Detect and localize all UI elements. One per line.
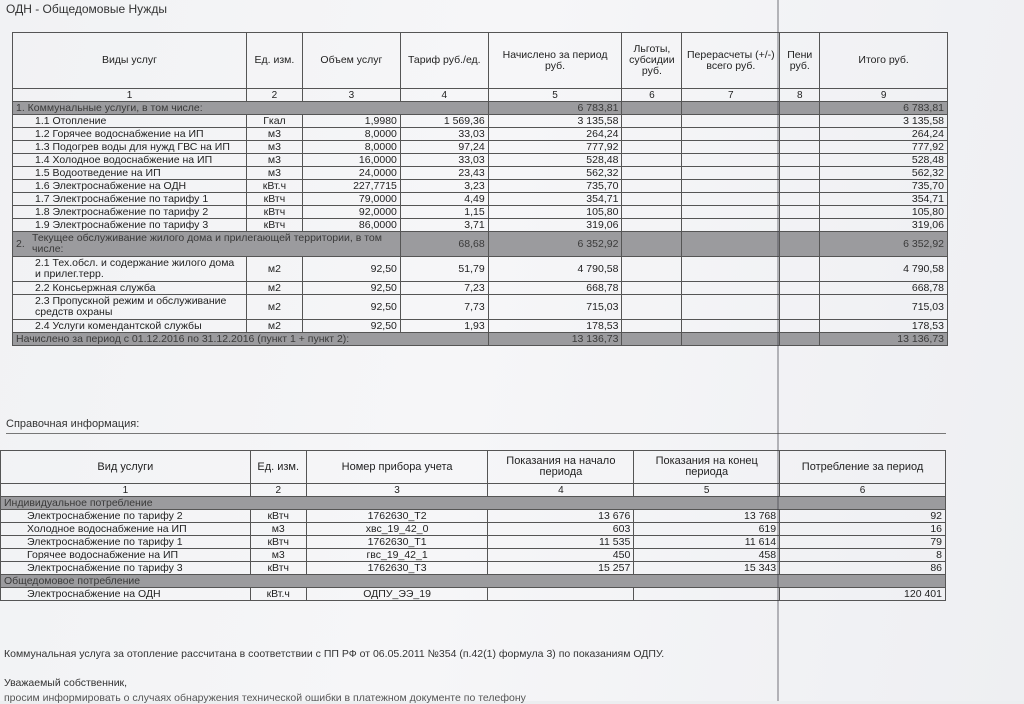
heating-note: Коммунальная услуга за отопление рассчитана в соответствии с ПП РФ от 06.05.2011 №354 (п.42(1) формула 3) по показаниям ОДПУ. (4, 648, 665, 660)
column-numbers-row (13, 89, 948, 102)
col-number: 1 (1, 484, 251, 497)
charges-header-row (13, 33, 948, 89)
service-unit: м2 (246, 295, 302, 320)
meter-number: 1762630_T3 (306, 562, 488, 575)
penalty-cell (780, 257, 820, 282)
group-total: 6 352,92 (820, 232, 948, 257)
col-number: 9 (820, 89, 948, 102)
meter-start: 15 257 (488, 562, 634, 575)
service-name: 1.9 Электроснабжение по тарифу 3 (13, 219, 247, 232)
service-volume: 79,0000 (302, 193, 400, 206)
cut-off-text: просим информировать о случаях обнаружения технической ошибки в платежном документе по телефону (4, 692, 526, 704)
meter-end: 11 614 (634, 536, 780, 549)
recalc-cell (682, 193, 780, 206)
group-label: Текущее обслуживание жилого дома и прилегающей территории, в том числе: (32, 232, 382, 255)
benefits-cell (622, 115, 682, 128)
meter-number: хвс_19_42_0 (306, 523, 488, 536)
service-total: 354,71 (820, 193, 948, 206)
service-volume: 24,0000 (302, 167, 400, 180)
service-row (13, 219, 948, 232)
benefits-cell (622, 257, 682, 282)
recalc-cell (682, 219, 780, 232)
service-tariff: 7,23 (400, 282, 488, 295)
greeting: Уважаемый собственник, (4, 677, 128, 689)
service-row (13, 320, 948, 333)
service-name: 1.8 Электроснабжение по тарифу 2 (13, 206, 247, 219)
service-total: 3 135,58 (820, 115, 948, 128)
service-tariff: 1,93 (400, 320, 488, 333)
service-total: 528,48 (820, 154, 948, 167)
col-number: 3 (306, 484, 488, 497)
penalty-cell (780, 154, 820, 167)
service-name: 1.2 Горячее водоснабжение на ИП (13, 128, 247, 141)
meter-consumption: 79 (780, 536, 946, 549)
service-accrued: 319,06 (488, 219, 622, 232)
service-tariff: 4,49 (400, 193, 488, 206)
service-row (13, 295, 948, 320)
benefits-cell (622, 167, 682, 180)
benefits-cell (622, 320, 682, 333)
service-total: 264,24 (820, 128, 948, 141)
meter-end: 13 768 (634, 510, 780, 523)
recalc-cell (682, 128, 780, 141)
service-row (13, 115, 948, 128)
service-name: 1.1 Отопление (13, 115, 247, 128)
document-title: ОДН - Общедомовые Нужды (6, 2, 167, 16)
col-number: 5 (488, 89, 622, 102)
col-header: Показания на начало периода (488, 451, 634, 484)
summary-total: 13 136,73 (820, 333, 948, 346)
meter-consumption: 120 401 (780, 588, 946, 601)
meter-unit: м3 (250, 549, 306, 562)
col-number: 5 (634, 484, 780, 497)
col-number: 1 (13, 89, 247, 102)
meter-start: 603 (488, 523, 634, 536)
divider (6, 433, 946, 434)
group-label-cell (13, 232, 401, 257)
service-accrued: 3 135,58 (488, 115, 622, 128)
meter-start: 450 (488, 549, 634, 562)
group-total: 6 783,81 (820, 102, 948, 115)
col-header: Виды услуг (13, 33, 247, 89)
meter-end: 619 (634, 523, 780, 536)
meter-header-row (1, 451, 946, 484)
meter-consumption: 8 (780, 549, 946, 562)
meter-end: 15 343 (634, 562, 780, 575)
individual-section-row (1, 497, 946, 510)
service-row (13, 257, 948, 282)
service-total: 105,80 (820, 206, 948, 219)
group-number: 2. (16, 237, 25, 250)
service-volume: 92,0000 (302, 206, 400, 219)
col-header: Перерасчеты (+/-) всего руб. (682, 33, 780, 89)
service-volume: 8,0000 (302, 141, 400, 154)
col-header: Ед. изм. (246, 33, 302, 89)
service-tariff: 3,71 (400, 219, 488, 232)
col-header: Начислено за период руб. (488, 33, 622, 89)
section-label: Индивидуальное потребление (1, 497, 946, 510)
penalty-cell (780, 219, 820, 232)
meter-service-name: Электроснабжение по тарифу 3 (1, 562, 251, 575)
service-unit: м3 (246, 141, 302, 154)
recalc-cell (682, 167, 780, 180)
meter-service-name: Горячее водоснабжение на ИП (1, 549, 251, 562)
penalty-cell (780, 115, 820, 128)
service-accrued: 562,32 (488, 167, 622, 180)
meter-row (1, 523, 946, 536)
meter-row (1, 510, 946, 523)
service-unit: кВтч (246, 206, 302, 219)
meter-row (1, 536, 946, 549)
meter-row (1, 562, 946, 575)
col-number: 4 (488, 484, 634, 497)
penalty-cell (780, 128, 820, 141)
service-accrued: 178,53 (488, 320, 622, 333)
service-unit: м3 (246, 128, 302, 141)
service-name: 1.6 Электроснабжение на ОДН (13, 180, 247, 193)
service-tariff: 33,03 (400, 154, 488, 167)
service-volume: 1,9980 (302, 115, 400, 128)
benefits-cell (622, 193, 682, 206)
benefits-cell (622, 180, 682, 193)
service-total: 668,78 (820, 282, 948, 295)
col-header: Ед. изм. (250, 451, 306, 484)
service-accrued: 668,78 (488, 282, 622, 295)
service-accrued: 715,03 (488, 295, 622, 320)
meter-service-name: Холодное водоснабжение на ИП (1, 523, 251, 536)
recalc-cell (682, 295, 780, 320)
recalc-cell (682, 180, 780, 193)
col-header: Льготы, субсидии руб. (622, 33, 682, 89)
meter-row (1, 549, 946, 562)
benefits-cell (622, 206, 682, 219)
service-unit: м2 (246, 320, 302, 333)
benefits-cell (622, 141, 682, 154)
meter-number: 1762630_T1 (306, 536, 488, 549)
meter-row (1, 588, 946, 601)
meter-number: 1762630_T2 (306, 510, 488, 523)
service-total: 777,92 (820, 141, 948, 154)
service-unit: м2 (246, 282, 302, 295)
recalc-cell (682, 115, 780, 128)
service-total: 178,53 (820, 320, 948, 333)
service-name: 2.3 Пропускной режим и обслуживание средств охраны (13, 295, 247, 320)
penalty-cell (780, 167, 820, 180)
col-header: Итого руб. (820, 33, 948, 89)
group-row-maintenance (13, 232, 948, 257)
col-number: 3 (302, 89, 400, 102)
meter-consumption: 92 (780, 510, 946, 523)
service-accrued: 4 790,58 (488, 257, 622, 282)
service-unit: кВтч (246, 193, 302, 206)
recalc-cell (682, 206, 780, 219)
service-name: 1.4 Холодное водоснабжение на ИП (13, 154, 247, 167)
meter-end: 458 (634, 549, 780, 562)
col-number: 8 (780, 89, 820, 102)
service-total: 735,70 (820, 180, 948, 193)
service-unit: Гкал (246, 115, 302, 128)
meter-consumption: 16 (780, 523, 946, 536)
summary-label: Начислено за период с 01.12.2016 по 31.12.2016 (пункт 1 + пункт 2): (13, 333, 489, 346)
service-unit: м2 (246, 257, 302, 282)
benefits-cell (622, 295, 682, 320)
penalty-cell (780, 232, 820, 257)
benefits-cell (622, 128, 682, 141)
recalc-cell (682, 320, 780, 333)
service-volume: 16,0000 (302, 154, 400, 167)
recalc-cell (682, 282, 780, 295)
meter-service-name: Электроснабжение на ОДН (1, 588, 251, 601)
penalty-cell (780, 206, 820, 219)
meter-service-name: Электроснабжение по тарифу 1 (1, 536, 251, 549)
recalc-cell (682, 257, 780, 282)
benefits-cell (622, 154, 682, 167)
meter-number: гвс_19_42_1 (306, 549, 488, 562)
service-unit: м3 (246, 154, 302, 167)
group-accrued: 6 783,81 (488, 102, 622, 115)
cell (682, 333, 780, 346)
meter-unit: кВтч (250, 536, 306, 549)
service-name: 1.3 Подогрев воды для нужд ГВС на ИП (13, 141, 247, 154)
recalc-cell (682, 154, 780, 167)
service-row (13, 180, 948, 193)
summary-accrued: 13 136,73 (488, 333, 622, 346)
service-row (13, 193, 948, 206)
meter-consumption: 86 (780, 562, 946, 575)
meter-start: 11 535 (488, 536, 634, 549)
group-label: 1. Коммунальные услуги, в том числе: (13, 102, 489, 115)
service-unit: кВтч (246, 219, 302, 232)
service-accrued: 735,70 (488, 180, 622, 193)
recalc-cell (682, 141, 780, 154)
service-tariff: 3,23 (400, 180, 488, 193)
service-volume: 92,50 (302, 282, 400, 295)
meter-start: 13 676 (488, 510, 634, 523)
meter-number: ОДПУ_ЭЭ_19 (306, 588, 488, 601)
col-header: Тариф руб./ед. (400, 33, 488, 89)
col-header: Вид услуги (1, 451, 251, 484)
service-row (13, 141, 948, 154)
meter-unit: кВт.ч (250, 588, 306, 601)
meter-table (0, 450, 946, 601)
service-volume: 92,50 (302, 257, 400, 282)
recalc-cell (682, 232, 780, 257)
col-header: Пени руб. (780, 33, 820, 89)
meter-unit: кВтч (250, 562, 306, 575)
service-total: 319,06 (820, 219, 948, 232)
service-accrued: 354,71 (488, 193, 622, 206)
reference-title: Справочная информация: (6, 418, 140, 430)
charges-table (12, 32, 948, 346)
service-volume: 8,0000 (302, 128, 400, 141)
penalty-cell (780, 282, 820, 295)
service-total: 4 790,58 (820, 257, 948, 282)
col-header: Объем услуг (302, 33, 400, 89)
col-number: 7 (682, 89, 780, 102)
benefits-cell (622, 219, 682, 232)
cell (780, 333, 820, 346)
service-name: 1.7 Электроснабжение по тарифу 1 (13, 193, 247, 206)
service-volume: 92,50 (302, 295, 400, 320)
col-header: Потребление за период (780, 451, 946, 484)
service-accrued: 264,24 (488, 128, 622, 141)
penalty-cell (780, 180, 820, 193)
col-number: 4 (400, 89, 488, 102)
service-accrued: 777,92 (488, 141, 622, 154)
service-accrued: 528,48 (488, 154, 622, 167)
section-label: Общедомовое потребление (1, 575, 946, 588)
service-unit: м3 (246, 167, 302, 180)
service-tariff: 1 569,36 (400, 115, 488, 128)
col-number: 2 (250, 484, 306, 497)
cell (622, 333, 682, 346)
common-section-row (1, 575, 946, 588)
benefits-cell (622, 232, 682, 257)
col-number: 6 (622, 89, 682, 102)
service-row (13, 167, 948, 180)
service-row (13, 206, 948, 219)
meter-start (488, 588, 634, 601)
service-tariff: 97,24 (400, 141, 488, 154)
service-row (13, 128, 948, 141)
penalty-cell (780, 320, 820, 333)
service-accrued: 105,80 (488, 206, 622, 219)
summary-row (13, 333, 948, 346)
penalty-cell (780, 193, 820, 206)
group-row-utilities (13, 102, 948, 115)
col-header: Показания на конец периода (634, 451, 780, 484)
service-row (13, 282, 948, 295)
service-volume: 227,7715 (302, 180, 400, 193)
service-total: 562,32 (820, 167, 948, 180)
service-tariff: 33,03 (400, 128, 488, 141)
service-tariff: 1,15 (400, 206, 488, 219)
group-tariff: 68,68 (400, 232, 488, 257)
penalty-cell (780, 295, 820, 320)
benefits-cell (622, 282, 682, 295)
service-tariff: 7,73 (400, 295, 488, 320)
meter-unit: кВтч (250, 510, 306, 523)
column-numbers-row (1, 484, 946, 497)
service-name: 2.4 Услуги комендантской службы (13, 320, 247, 333)
service-volume: 86,0000 (302, 219, 400, 232)
group-accrued: 6 352,92 (488, 232, 622, 257)
meter-end (634, 588, 780, 601)
service-total: 715,03 (820, 295, 948, 320)
col-header: Номер прибора учета (306, 451, 488, 484)
service-tariff: 23,43 (400, 167, 488, 180)
penalty-cell (780, 141, 820, 154)
service-name: 1.5 Водоотведение на ИП (13, 167, 247, 180)
service-volume: 92,50 (302, 320, 400, 333)
service-row (13, 154, 948, 167)
col-number: 6 (780, 484, 946, 497)
service-unit: кВт.ч (246, 180, 302, 193)
paper-fold-line (777, 0, 779, 701)
service-tariff: 51,79 (400, 257, 488, 282)
col-number: 2 (246, 89, 302, 102)
meter-unit: м3 (250, 523, 306, 536)
service-name: 2.1 Тех.обсл. и содержание жилого дома и прилег.терр. (13, 257, 247, 282)
service-name: 2.2 Консьержная служба (13, 282, 247, 295)
meter-service-name: Электроснабжение по тарифу 2 (1, 510, 251, 523)
